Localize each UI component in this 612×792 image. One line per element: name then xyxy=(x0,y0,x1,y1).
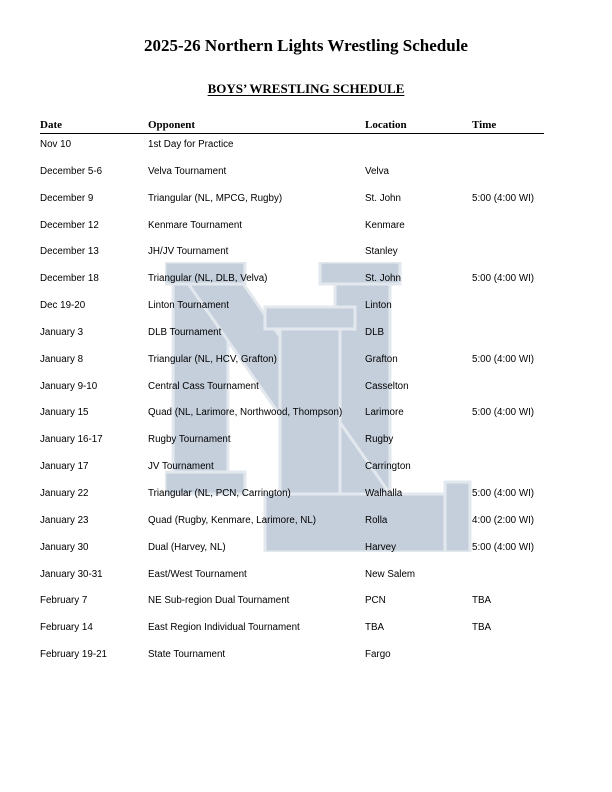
row-opponent: Kenmare Tournament xyxy=(148,219,243,231)
header-date: Date xyxy=(40,119,62,131)
row-time: 4:00 (2:00 WI) xyxy=(472,514,535,526)
row-location: Rugby xyxy=(365,434,394,446)
row-date: January 30-31 xyxy=(40,568,103,580)
table-row xyxy=(40,191,544,218)
row-date: January 23 xyxy=(40,514,89,526)
table-row xyxy=(40,164,544,191)
table-row xyxy=(40,405,544,432)
row-location: PCN xyxy=(365,595,386,607)
row-time: 5:00 (4:00 WI) xyxy=(472,541,535,553)
row-date: January 17 xyxy=(40,461,89,473)
row-time: 5:00 (4:00 WI) xyxy=(472,407,535,419)
row-date: December 5-6 xyxy=(40,165,103,177)
row-location: TBA xyxy=(365,622,385,634)
row-date: January 15 xyxy=(40,407,89,419)
row-opponent: Velva Tournament xyxy=(148,165,227,177)
row-location: Walhalla xyxy=(365,487,403,499)
row-date: January 22 xyxy=(40,487,89,499)
row-date: January 9-10 xyxy=(40,380,98,392)
table-row xyxy=(40,271,544,298)
row-location: Velva xyxy=(365,165,389,177)
row-date: February 7 xyxy=(40,595,88,607)
row-location: Rolla xyxy=(365,514,388,526)
table-row xyxy=(40,647,544,674)
row-opponent: DLB Tournament xyxy=(148,326,222,338)
table-row xyxy=(40,432,544,459)
row-date: February 19-21 xyxy=(40,649,107,661)
row-location: Kenmare xyxy=(365,219,405,231)
row-location: Larimore xyxy=(365,407,404,419)
table-row xyxy=(40,593,544,620)
row-time: 5:00 (4:00 WI) xyxy=(472,192,535,204)
schedule-table-body xyxy=(40,137,544,674)
table-row xyxy=(40,379,544,406)
table-row xyxy=(40,459,544,486)
row-opponent: Dual (Harvey, NL) xyxy=(148,541,226,553)
row-location: St. John xyxy=(365,273,401,285)
row-opponent: State Tournament xyxy=(148,649,226,661)
header-time: Time xyxy=(472,119,497,131)
table-row xyxy=(40,137,544,164)
row-opponent: 1st Day for Practice xyxy=(148,139,234,150)
row-opponent: JH/JV Tournament xyxy=(148,246,229,258)
header-opponent: Opponent xyxy=(148,119,196,131)
row-date: January 16-17 xyxy=(40,434,103,446)
table-row xyxy=(40,325,544,352)
schedule-subtitle xyxy=(0,81,612,97)
row-date: Dec 19-20 xyxy=(40,300,86,312)
table-row xyxy=(40,352,544,379)
row-location: St. John xyxy=(365,192,401,204)
row-location: Carrington xyxy=(365,461,411,473)
row-location: DLB xyxy=(365,326,385,338)
row-opponent: JV Tournament xyxy=(148,461,214,473)
row-opponent: Central Cass Tournament xyxy=(148,380,259,392)
row-opponent: East/West Tournament xyxy=(148,568,247,580)
row-date: January 8 xyxy=(40,353,84,365)
table-row xyxy=(40,567,544,594)
row-location: New Salem xyxy=(365,568,416,580)
row-opponent: NE Sub-region Dual Tournament xyxy=(148,595,290,607)
row-location: Grafton xyxy=(365,353,398,365)
table-row xyxy=(40,513,544,540)
row-location: Linton xyxy=(365,300,392,312)
row-opponent: Quad (NL, Larimore, Northwood, Thompson) xyxy=(148,407,343,419)
row-opponent: East Region Individual Tournament xyxy=(148,622,300,634)
row-opponent: Triangular (NL, DLB, Velva) xyxy=(148,273,268,285)
table-row xyxy=(40,486,544,513)
row-date: January 3 xyxy=(40,326,84,338)
row-opponent: Quad (Rugby, Kenmare, Larimore, NL) xyxy=(148,514,317,526)
row-opponent: Triangular (NL, HCV, Grafton) xyxy=(148,353,277,365)
table-header xyxy=(40,119,544,134)
row-opponent: Triangular (NL, PCN, Carrington) xyxy=(148,487,291,499)
row-date: Nov 10 xyxy=(40,139,72,150)
row-time: 5:00 (4:00 WI) xyxy=(472,353,535,365)
row-location: Stanley xyxy=(365,246,398,258)
page-title: 2025-26 Northern Lights Wrestling Schedule xyxy=(144,36,468,55)
row-location: Casselton xyxy=(365,380,409,392)
row-time: TBA xyxy=(472,622,492,634)
row-location: Harvey xyxy=(365,541,397,553)
row-date: December 13 xyxy=(40,246,99,258)
row-opponent: Triangular (NL, MPCG, Rugby) xyxy=(148,192,283,204)
table-row xyxy=(40,218,544,245)
row-date: December 12 xyxy=(40,219,99,231)
row-opponent: Rugby Tournament xyxy=(148,434,231,446)
header-location: Location xyxy=(365,119,407,131)
row-date: December 9 xyxy=(40,192,94,204)
row-opponent: Linton Tournament xyxy=(148,300,229,312)
row-time: 5:00 (4:00 WI) xyxy=(472,487,535,499)
subtitle-text: BOYS’ WRESTLING SCHEDULE xyxy=(207,81,405,96)
row-date: January 30 xyxy=(40,541,89,553)
row-time: TBA xyxy=(472,595,492,607)
table-row xyxy=(40,298,544,325)
table-row xyxy=(40,244,544,271)
row-date: February 14 xyxy=(40,622,93,634)
row-date: December 18 xyxy=(40,273,99,285)
row-time: 5:00 (4:00 WI) xyxy=(472,273,535,285)
table-row xyxy=(40,540,544,567)
row-location: Fargo xyxy=(365,649,391,661)
table-row xyxy=(40,620,544,647)
